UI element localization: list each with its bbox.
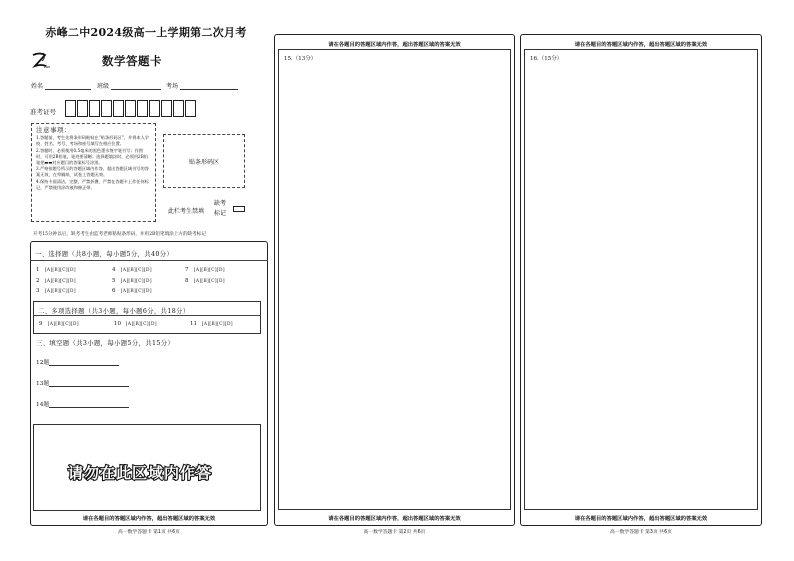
fill-blank-13[interactable]: 13题 xyxy=(36,378,129,387)
page1-bottom-warning: 请在各题目的答题区域内作答，超出答题区域的答案无效 xyxy=(82,516,216,522)
barcode-area xyxy=(163,134,245,188)
question-15-answer-area[interactable] xyxy=(278,49,511,510)
notice-item: 2.答题时，必须使用0.5毫米的黑色墨水签字笔书写；作图时，可用2B铅笔，笔迹要清晰；选择题填涂时，必须用2B铅笔把▬▬对应题目的答案标号涂黑。 xyxy=(36,147,148,166)
barcode-label: 贴条形码区 xyxy=(188,158,219,166)
notice-title: 注意事项： xyxy=(36,126,71,134)
class-field[interactable] xyxy=(97,81,161,90)
absent-rule-text: 开考15分钟以后，缺考考生由监考老师粘贴条形码，并用2B铅笔填涂上方的缺考标记 xyxy=(33,232,206,237)
name-field[interactable] xyxy=(31,81,91,90)
section3-heading: 三、填空题（共3小题，每小题5分，共15分） xyxy=(36,340,175,347)
absent-label: 缺考 标记 xyxy=(214,200,227,217)
mc-question-8[interactable]: 8 [A][B][C][D] xyxy=(185,278,225,284)
page1-footer: 高一数学答题卡 第1页 共6页 xyxy=(118,530,180,535)
section2-heading: 二、多项选择题（共3小题，每小题6分，共18分） xyxy=(38,308,190,315)
exam-room-label: 考场 xyxy=(166,83,179,90)
notice-item: 1.答题前，考生先将条形码粘贴在“贴条形码区”，并将本人学校、姓名、考号、考场和座号填写在相应位置。 xyxy=(36,135,149,147)
mc-question-4[interactable]: 4 [A][B][C][D] xyxy=(112,267,152,273)
page3-footer: 高一数学答题卡 第3页 共6页 xyxy=(610,530,672,535)
mc-question-10[interactable]: 10 [A][B][C][D] xyxy=(114,321,157,327)
page2-footer: 高一数学答题卡 第2页 共6页 xyxy=(363,530,426,535)
notice-box xyxy=(31,123,156,222)
section2-divider xyxy=(33,315,261,316)
absent-mark-box[interactable] xyxy=(233,206,245,212)
question-16-answer-area[interactable] xyxy=(524,49,758,510)
school-logo-icon xyxy=(30,52,50,70)
exam-room-field[interactable] xyxy=(166,81,238,90)
page2-bottom-warning: 请在各题目的答题区域内作答，超出答题区域的答案无效 xyxy=(328,516,461,522)
mc-question-2[interactable]: 2 [A][B][C][D] xyxy=(36,278,76,284)
admission-number-boxes[interactable] xyxy=(65,100,197,117)
subject-title: 数学答题卡 xyxy=(102,54,162,68)
mc-question-9[interactable]: 9 [A][B][C][D] xyxy=(39,321,79,327)
class-label: 班级 xyxy=(97,83,110,90)
name-label: 姓名 xyxy=(31,83,44,90)
mc-question-6[interactable]: 6 [A][B][C][D] xyxy=(112,288,152,294)
mc-question-5[interactable]: 5 [A][B][C][D] xyxy=(112,278,152,284)
section1-heading: 一、选择题（共8小题，每小题5分，共40分） xyxy=(35,251,174,258)
mc-question-7[interactable]: 7 [A][B][C][D] xyxy=(185,267,225,273)
svg-text:zhe: zhe xyxy=(44,65,50,69)
notice-item: 3.严格按题号所示的答题区域内作答，超出答题区域书写的答案无效，在草稿纸、试卷上答题无效。 xyxy=(36,166,149,178)
no-answer-warning: 请勿在此区域内作答 xyxy=(68,464,213,482)
mc-question-1[interactable]: 1 [A][B][C][D] xyxy=(36,267,76,273)
admission-number-label: 准考证号 xyxy=(30,108,56,116)
question-15-label: 15.（13分） xyxy=(284,56,317,62)
section1-divider xyxy=(30,260,268,261)
page2-top-warning: 请在各题目的答题区域内作答，超出答题区域的答案无效 xyxy=(328,42,461,48)
exam-title: 赤峰二中2024级高一上学期第二次月考 xyxy=(45,26,247,39)
mc-question-3[interactable]: 3 [A][B][C][D] xyxy=(36,288,76,294)
fill-blank-12[interactable]: 12题 xyxy=(36,357,119,366)
question-16-label: 16.（15分） xyxy=(530,56,563,62)
mc-question-11[interactable]: 11 [A][B][C][D] xyxy=(190,321,233,327)
fill-blank-14[interactable]: 14题 xyxy=(36,399,129,408)
page3-bottom-warning: 请在各题目的答题区域内作答，超出答题区域的答案无效 xyxy=(574,516,708,522)
page3-top-warning: 请在各题目的答题区域内作答，超出答题区域的答案无效 xyxy=(574,42,708,48)
notice-item: 4.保持卡面清洁，完整，严禁折叠，严禁在答题卡上作任何标记，严禁使用涂改液和修正带。 xyxy=(36,178,149,190)
absent-note: 此栏考生禁填 xyxy=(168,208,205,215)
